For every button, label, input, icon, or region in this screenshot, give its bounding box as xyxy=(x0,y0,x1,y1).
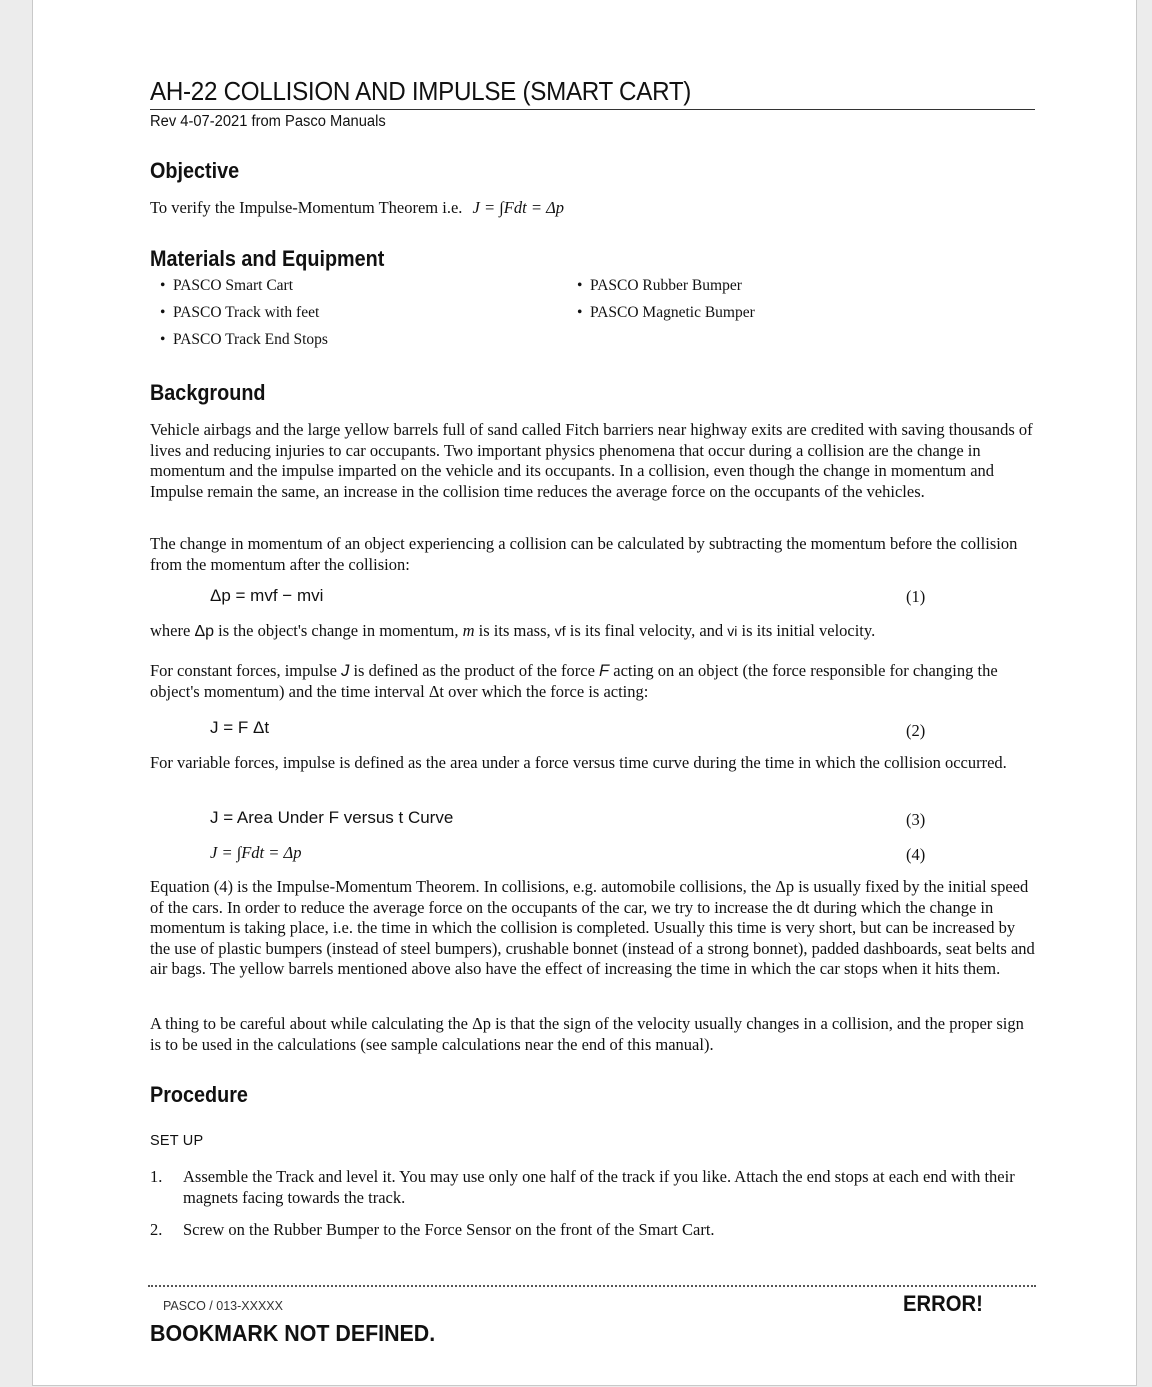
footer-error: ERROR! xyxy=(903,1291,983,1316)
title-rule xyxy=(150,109,1035,110)
objective-sentence: To verify the Impulse-Momentum Theorem i.e. xyxy=(150,198,463,217)
background-paragraph-1: Vehicle airbags and the large yellow barrels full of sand called Fitch barriers near highway exits are credited with saving thousands of lives and reducing injuries to car occupants. Two important physics phenomena that occur during a collision are the change in momentum and the impulse imparted on the vehicle and its occupants. In a collision, even though the change in momentum and Impulse remain the same, an increase in the collision time reduces the average force on the occupants of the vehicles. xyxy=(150,420,1033,501)
materials-item: • PASCO Track End Stops xyxy=(160,331,328,348)
equation-2: J = F Δt xyxy=(210,718,270,737)
procedure-heading: Procedure xyxy=(150,1082,248,1107)
equation-4-number: (4) xyxy=(906,845,926,864)
step-number: 1. xyxy=(150,1167,163,1186)
equation-3: J = Area Under F versus t Curve xyxy=(210,808,454,827)
equation-4: J = ∫Fdt = Δp xyxy=(210,843,302,862)
equation-1-number: (1) xyxy=(906,587,926,606)
where-line: where Δp is the object's change in momentum, m is its mass, vf is its final velocity, and vi is its initial velocity. xyxy=(150,621,876,640)
document-title: AH-22 COLLISION AND IMPULSE (SMART CART) xyxy=(150,76,692,106)
footer-code: PASCO / 013-XXXXX xyxy=(163,1299,283,1313)
step-text: Screw on the Rubber Bumper to the Force Sensor on the front of the Smart Cart. xyxy=(183,1220,715,1239)
background-paragraph-2: The change in momentum of an object experiencing a collision can be calculated by subtracting the momentum before the collision from the momentum after the collision: xyxy=(150,534,1018,574)
background-paragraph-5: Equation (4) is the Impulse-Momentum Theorem. In collisions, e.g. automobile collisions, the Δp is usually fixed by the initial speed of the cars. In order to reduce the average force on the occupants of the car, we try to increase the dt during which the change in momentum is taking place, i.e. the time in which the collision is completed. Usually this time is very short, but can be increased by the use of plastic bumpers (instead of steel bumpers), crushable bonnet (instead of a strong bonnet), padded dashboards, seat belts and air bags. The yellow barrels mentioned above also have the effect of increasing the time in which the car stops when it hits them. xyxy=(150,877,1035,978)
materials-heading: Materials and Equipment xyxy=(150,246,385,271)
objective-text xyxy=(150,198,1035,219)
materials-item: • PASCO Track with feet xyxy=(160,304,320,321)
background-heading: Background xyxy=(150,380,266,405)
materials-item: • PASCO Smart Cart xyxy=(160,277,294,294)
equation-2-number: (2) xyxy=(906,721,926,740)
footer-bookmark: BOOKMARK NOT DEFINED. xyxy=(150,1320,436,1346)
objective-heading: Objective xyxy=(150,158,240,183)
equation-1: Δp = mvf − mvi xyxy=(210,586,324,605)
footer-divider xyxy=(148,1285,1036,1287)
background-paragraph-3: For constant forces, impulse J is defined as the product of the force F acting on an object (the force responsible for changing the object's momentum) and the time interval Δt over which the force is acting: xyxy=(150,661,998,701)
step-text: Assemble the Track and level it. You may use only one half of the track if you like. Attach the end stops at each end with their magnets facing towards the track. xyxy=(183,1167,1015,1207)
materials-item: • PASCO Rubber Bumper xyxy=(577,277,742,294)
objective-formula: J = ∫Fdt = Δp xyxy=(472,198,565,217)
step-number: 2. xyxy=(150,1220,163,1239)
materials-item: • PASCO Magnetic Bumper xyxy=(577,304,755,321)
document-page xyxy=(32,0,1137,1386)
document-subtitle: Rev 4-07-2021 from Pasco Manuals xyxy=(150,113,386,130)
background-paragraph-6: A thing to be careful about while calculating the Δp is that the sign of the velocity usually changes in a collision, and the proper sign is to be used in the calculations (see sample calculations near the end of this manual). xyxy=(150,1014,1024,1054)
setup-subheading: SET UP xyxy=(150,1133,204,1149)
background-paragraph-4: For variable forces, impulse is defined as the area under a force versus time curve during the time in which the collision occurred. xyxy=(150,753,1007,772)
equation-3-number: (3) xyxy=(906,810,926,829)
